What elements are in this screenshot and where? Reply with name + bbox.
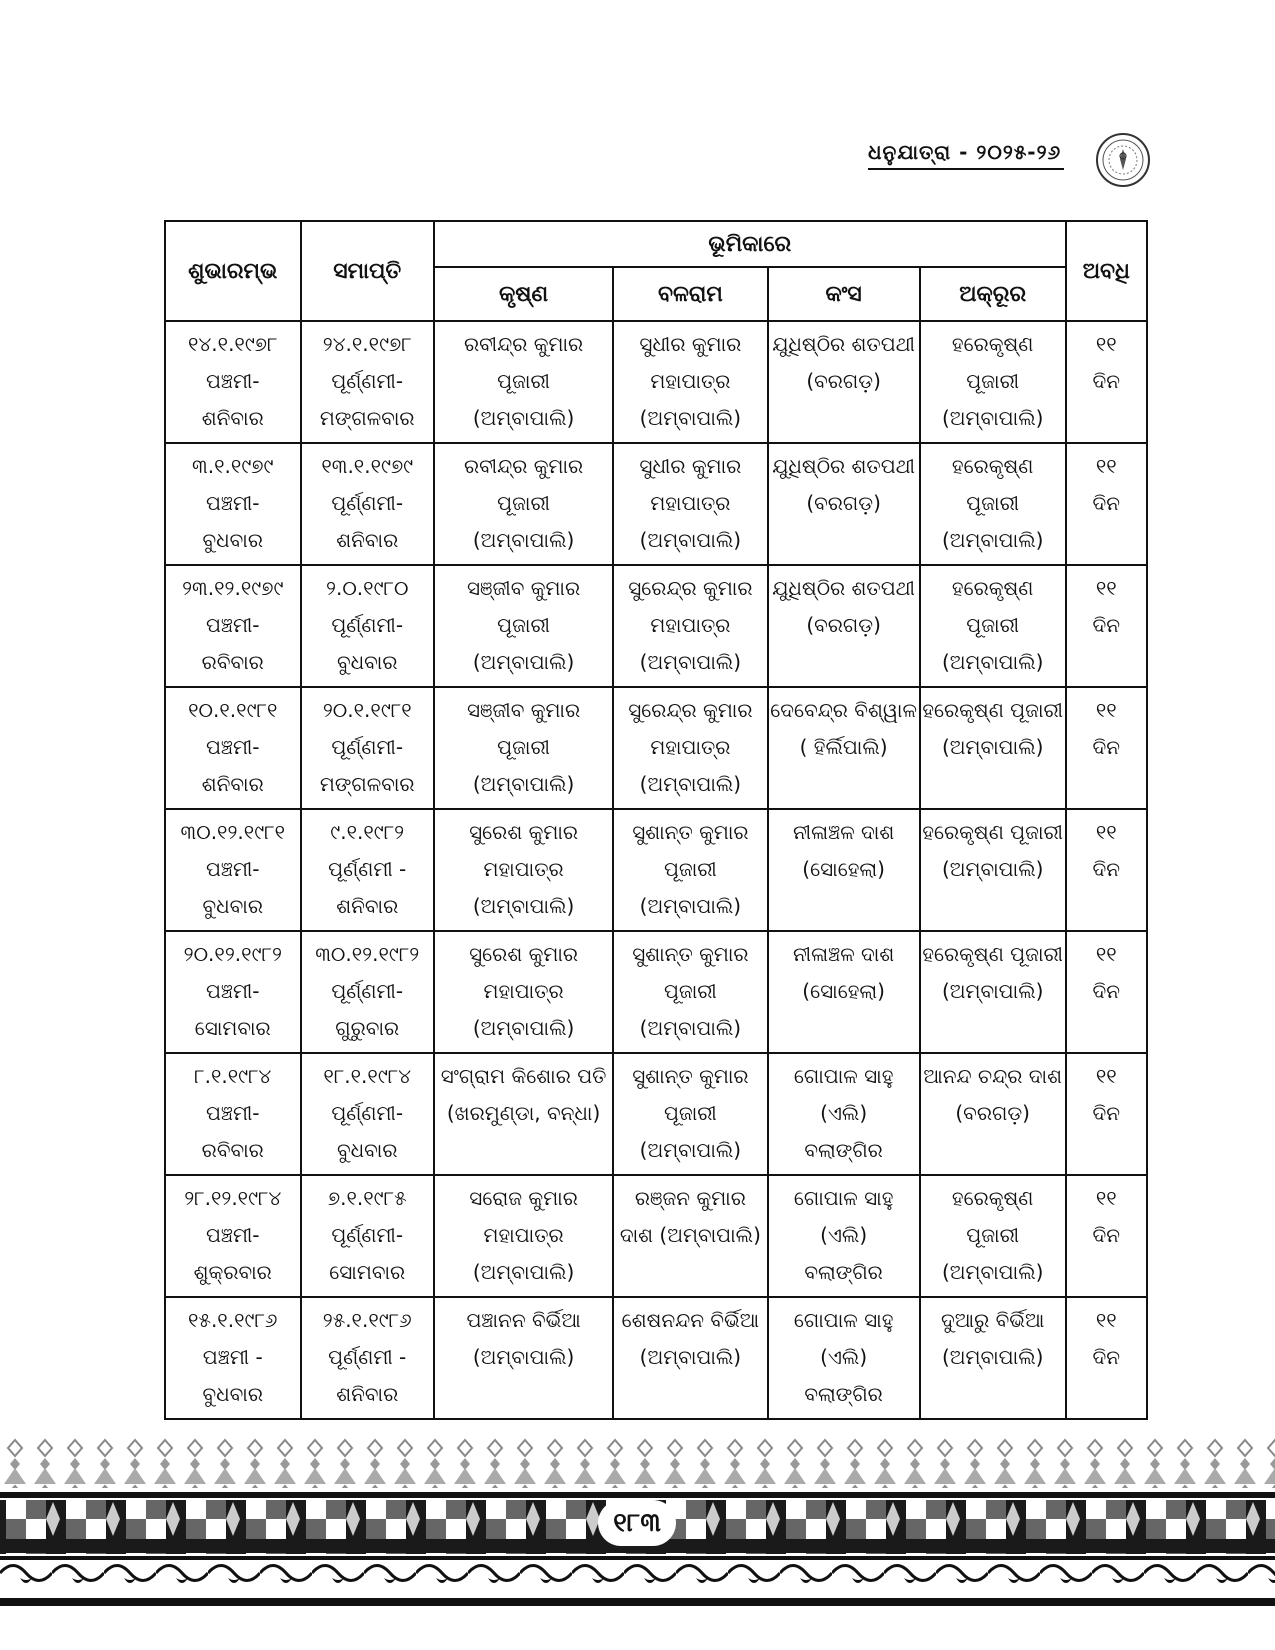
cell-line: ପଞ୍ଚମୀ- [205, 1223, 260, 1247]
cell-line: ମଙ୍ଗଳବାର [319, 772, 415, 796]
cell-line: ପୂର୍ଣ୍ଣମୀ- [331, 491, 404, 515]
column-header-duration: ଅବଧି [1066, 221, 1147, 321]
cell-line: ଗୋପାଳ ସାହୁ [793, 1186, 894, 1210]
cell-line: ବଲାଙ୍ଗିର [804, 1382, 883, 1406]
cell-line: ପୂଜାରୀ [966, 613, 1020, 637]
cell-line: (ଅମ୍ବାପାଲି) [472, 650, 575, 674]
cell-line: ପଞ୍ଚାନନ ବିର୍ଭିଆ [466, 1308, 581, 1332]
table-row [165, 931, 1147, 1053]
cell-line: ହରେକୃଷ୍ଣ ପୂଜାରୀ [922, 820, 1064, 844]
cell-line: ପୂର୍ଣ୍ଣମୀ- [331, 979, 404, 1003]
cell-line: ପଞ୍ଚମୀ- [205, 735, 260, 759]
cell-line: ୨.୦.୧୯୮୦ [326, 576, 409, 600]
cell-line: (ଏଲି) [820, 1101, 868, 1125]
column-header-end: ସମାପ୍ତି [301, 221, 434, 321]
cell-line: ବୁଧବାର [336, 1138, 398, 1162]
cell-line: ଶନିବାର [336, 1382, 399, 1406]
cell-line: ବୁଧବାର [202, 1382, 264, 1406]
cell-line: ମହାପାତ୍ର [650, 735, 731, 759]
cell-line: (ଅମ୍ବାପାଲି) [639, 772, 742, 796]
cell-line: (ଅମ୍ବାପାଲି) [941, 735, 1044, 759]
cell-line: (ବରଗଡ଼) [806, 369, 881, 393]
cell-akrura [920, 565, 1066, 687]
cell-line: ମହାପାତ୍ର [483, 979, 564, 1003]
cell-line: ଦିନ [1092, 1345, 1121, 1369]
cell-line: (ଅମ୍ବାପାଲି) [639, 528, 742, 552]
cell-line: ଦିନ [1092, 491, 1121, 515]
cell-line: ହରେକୃଷ୍ଣ [951, 1186, 1034, 1210]
cell-krishna [434, 565, 613, 687]
page-number: ୧୮୩ [598, 1500, 676, 1546]
cell-balaram [613, 809, 767, 931]
cell-start [165, 809, 301, 931]
cell-line: (ବରଗଡ଼) [955, 1101, 1030, 1125]
cell-balaram [613, 687, 767, 809]
column-header-balaram: ବଳରାମ [613, 267, 767, 321]
cell-line: ଗୋପାଳ ସାହୁ [793, 1308, 894, 1332]
cell-line: ପୂଜାରୀ [966, 369, 1020, 393]
cell-line: ପଞ୍ଚମୀ- [205, 1101, 260, 1125]
cell-start [165, 565, 301, 687]
cell-line: ଦାଶ (ଅମ୍ବାପାଲି) [619, 1223, 761, 1247]
cell-krishna [434, 1297, 613, 1419]
cell-line: ପଞ୍ଚମୀ- [205, 979, 260, 1003]
cell-line: ୧୮.୧.୧୯୮୪ [323, 1064, 412, 1088]
cell-line: ପଞ୍ଚମୀ- [205, 613, 260, 637]
cell-kansa [768, 1053, 920, 1175]
cell-line: (ସୋହେଲା) [802, 979, 885, 1003]
cell-line: ସୋମବାର [329, 1260, 406, 1284]
cell-line: ହରେକୃଷ୍ଣ ପୂଜାରୀ [922, 698, 1064, 722]
cell-line: ସୁରେନ୍ଦ୍ର କୁମାର [628, 576, 753, 600]
cell-end [301, 1053, 434, 1175]
cell-line: ୯.୧.୧୯୮୨ [330, 820, 405, 844]
cell-line: ୧୩.୧.୧୯୭୯ [321, 454, 414, 478]
running-title: ଧନୁଯାତ୍ରା - ୨୦୨୫-୨୬ [868, 140, 1062, 164]
cell-line: ପୂଜାରୀ [663, 857, 717, 881]
cell-start [165, 1297, 301, 1419]
cell-krishna [434, 687, 613, 809]
cell-start [165, 1175, 301, 1297]
cell-end [301, 809, 434, 931]
column-header-kansa: କଂସ [768, 267, 920, 321]
cell-line: ୩.୧.୧୯୭୯ [192, 454, 274, 478]
cell-line: ୩୦.୧୨.୧୯୮୧ [180, 820, 286, 844]
cell-line: ୨୩.୧୨.୧୯୭୯ [182, 576, 284, 600]
cell-line: ପୂଜାରୀ [966, 1223, 1020, 1247]
cell-akrura [920, 687, 1066, 809]
cell-krishna [434, 321, 613, 443]
cell-line: ରଞ୍ଜନ କୁମାର [634, 1186, 746, 1210]
cell-line: ହରେକୃଷ୍ଣ [951, 454, 1034, 478]
cell-line: ୧୪.୧.୧୯୭୮ [188, 332, 278, 356]
cell-line: ପଞ୍ଚମୀ- [205, 491, 260, 515]
cell-krishna [434, 931, 613, 1053]
cell-line: ଦିନ [1092, 979, 1121, 1003]
cell-line: ୧୧ [1095, 454, 1117, 478]
cell-line: ପୂର୍ଣ୍ଣମୀ- [331, 735, 404, 759]
cell-line: ହରେକୃଷ୍ଣ [951, 576, 1034, 600]
cell-line: ରବୀନ୍ଦ୍ର କୁମାର [463, 454, 584, 478]
cell-line: ପୂର୍ଣ୍ଣମୀ- [331, 369, 404, 393]
cell-line: ୩୦.୧୨.୧୯୮୨ [315, 942, 420, 966]
cell-duration [1066, 687, 1147, 809]
cell-start [165, 443, 301, 565]
cell-line: ୧୫.୧.୧୯୮୬ [188, 1308, 278, 1332]
cell-line: ସୁଧୀର କୁମାର [639, 454, 742, 478]
cell-kansa [768, 321, 920, 443]
column-header-akrura: ଅକ୍ରୂର [920, 267, 1066, 321]
cell-line: (ଅମ୍ବାପାଲି) [941, 406, 1044, 430]
cell-line: ପଞ୍ଚମୀ- [205, 857, 260, 881]
table-row [165, 1053, 1147, 1175]
cell-akrura [920, 809, 1066, 931]
cell-line: ୨୪.୧.୧୯୭୮ [322, 332, 412, 356]
table-row [165, 809, 1147, 931]
cell-line: ଦୁଆରୁ ବିର୍ଭିଆ [940, 1308, 1045, 1332]
cell-line: ନୀଳାଞ୍ଚଳ ଦାଶ [793, 942, 895, 966]
cell-balaram [613, 443, 767, 565]
cell-line: ୨୫.୧.୧୯୮୬ [322, 1308, 412, 1332]
cell-duration [1066, 321, 1147, 443]
cell-duration [1066, 1053, 1147, 1175]
cell-line: ପୂଜାରୀ [663, 979, 717, 1003]
cell-line: ରବିବାର [201, 1138, 264, 1162]
cell-balaram [613, 1053, 767, 1175]
cell-line: ୨୦.୧.୧୯୮୧ [322, 698, 412, 722]
table-row [165, 1297, 1147, 1419]
cell-akrura [920, 1175, 1066, 1297]
cell-line: ଶନିବାର [201, 772, 264, 796]
cell-balaram [613, 931, 767, 1053]
cell-line: ଶନିବାର [201, 406, 264, 430]
cell-duration [1066, 809, 1147, 931]
cell-krishna [434, 1175, 613, 1297]
cell-line: (ଅମ୍ବାପାଲି) [472, 1345, 575, 1369]
cell-line: ଦିନ [1092, 1223, 1121, 1247]
cell-line: (ଅମ୍ବାପାଲି) [639, 1138, 742, 1162]
cell-line: ପୂଜାରୀ [663, 1101, 717, 1125]
cell-line: ସୁଶାନ୍ତ କୁମାର [632, 1064, 749, 1088]
cell-duration [1066, 1175, 1147, 1297]
cell-start [165, 1053, 301, 1175]
cell-line: ୧୧ [1095, 942, 1117, 966]
cell-line: (ଅମ୍ବାପାଲି) [472, 1016, 575, 1040]
column-header-roles: ଭୂମିକାରେ [434, 221, 1066, 267]
cell-line: ନୀଳାଞ୍ଚଳ ଦାଶ [793, 820, 895, 844]
cell-line: ସଞ୍ଜୀବ କୁମାର [467, 576, 581, 600]
cell-akrura [920, 1297, 1066, 1419]
cell-balaram [613, 1175, 767, 1297]
cell-line: (ଅମ୍ବାପାଲି) [639, 1345, 742, 1369]
cell-line: ପୂଜାରୀ [497, 369, 551, 393]
cell-line: (ଅମ୍ବାପାଲି) [639, 1016, 742, 1040]
cell-line: (ଅମ୍ବାପାଲି) [941, 857, 1044, 881]
cell-line: (ସୋହେଲା) [802, 857, 885, 881]
cell-start [165, 321, 301, 443]
cell-line: ବୁଧବାର [336, 650, 398, 674]
cell-line: ୭.୧.୧୯୮୫ [327, 1186, 407, 1210]
cell-line: (ଅମ୍ବାପାଲି) [639, 650, 742, 674]
cell-kansa [768, 443, 920, 565]
cell-line: ସଞ୍ଜୀବ କୁମାର [467, 698, 581, 722]
cell-line: ୧୧ [1095, 698, 1117, 722]
cell-line: ରବିବାର [201, 650, 264, 674]
cell-akrura [920, 931, 1066, 1053]
cell-line: (ଅମ୍ବାପାଲି) [941, 528, 1044, 552]
cell-kansa [768, 1297, 920, 1419]
cell-duration [1066, 931, 1147, 1053]
cell-line: ମହାପାତ୍ର [483, 857, 564, 881]
cell-line: (ବରଗଡ଼) [806, 613, 881, 637]
cell-akrura [920, 321, 1066, 443]
cell-line: ମହାପାତ୍ର [650, 491, 731, 515]
table-row [165, 443, 1147, 565]
cell-line: ରବୀନ୍ଦ୍ର କୁମାର [463, 332, 584, 356]
column-header-krishna: କୃଷ୍ଣ [434, 267, 613, 321]
cell-balaram [613, 1297, 767, 1419]
cell-line: ପୂଜାରୀ [497, 491, 551, 515]
cell-line: ମହାପାତ୍ର (ଅମ୍ବାପାଲି) [472, 1223, 575, 1284]
cell-line: ୧୦.୧.୧୯୮୧ [188, 698, 278, 722]
cell-line: ୨୦.୧୨.୧୯୮୨ [183, 942, 282, 966]
cell-line: ସଂଗ୍ରାମ କିଶୋର ପତି [440, 1064, 607, 1088]
running-head [860, 136, 1080, 176]
table-row [165, 321, 1147, 443]
cell-line: ସୁଶାନ୍ତ କୁମାର [632, 820, 749, 844]
cell-kansa [768, 809, 920, 931]
cell-akrura [920, 443, 1066, 565]
cell-line: ପୂର୍ଣ୍ଣମୀ- [331, 613, 404, 637]
schedule-rows [165, 321, 1147, 1419]
cell-line: ପୂର୍ଣ୍ଣମୀ - [328, 857, 407, 881]
cell-line: ପୂଜାରୀ [497, 613, 551, 637]
cell-end [301, 931, 434, 1053]
cell-end [301, 1297, 434, 1419]
cell-line: ଦେବେନ୍ଦ୍ର ବିଶ୍ୱାଳ [770, 698, 917, 722]
cell-end [301, 1175, 434, 1297]
cell-line: ଶନିବାର [336, 894, 399, 918]
cell-line: ମହାପାତ୍ର [650, 369, 731, 393]
cell-balaram [613, 321, 767, 443]
cell-end [301, 687, 434, 809]
cell-line: ସୁରେଶ କୁମାର [469, 942, 579, 966]
cell-line: ବଲାଙ୍ଗିର [804, 1260, 883, 1284]
cell-line: ଦିନ [1092, 369, 1121, 393]
cell-line: ୧୧ [1095, 820, 1117, 844]
cell-line: ୧୧ [1095, 576, 1117, 600]
cell-line: ୨୮.୧୨.୧୯୮୪ [184, 1186, 282, 1210]
cell-line: ବୁଧବାର [202, 528, 264, 552]
cell-line: (ଅମ୍ବାପାଲି) [472, 406, 575, 430]
cell-line: ଯୁଧିଷ୍ଠିର ଶତପଥୀ [772, 576, 915, 600]
cell-line: ସୁରେଶ କୁମାର [469, 820, 579, 844]
cell-end [301, 321, 434, 443]
cell-duration [1066, 1297, 1147, 1419]
cell-line: ପୂଜାରୀ [966, 491, 1020, 515]
cell-line: ଦିନ [1092, 1101, 1121, 1125]
cell-duration [1066, 565, 1147, 687]
cell-line: (ଅମ୍ବାପାଲି) [639, 894, 742, 918]
cell-line: (ଅମ୍ବାପାଲି) [639, 406, 742, 430]
cell-kansa [768, 687, 920, 809]
cell-line: ଶେଷନନ୍ଦନ ବିର୍ଭିଆ [621, 1308, 760, 1332]
cell-line: (ଅମ୍ବାପାଲି) [941, 979, 1044, 1003]
cell-krishna [434, 443, 613, 565]
cell-line: ପୂର୍ଣ୍ଣମୀ- [331, 1223, 404, 1247]
dhanuyatra-schedule-table [164, 220, 1148, 1420]
cell-line: (ଅମ୍ବାପାଲି) [941, 650, 1044, 674]
cell-line: ୧୧ [1095, 1186, 1117, 1210]
cell-line: ୧୧ [1095, 332, 1117, 356]
cell-kansa [768, 1175, 920, 1297]
cell-line: ଗୋପାଳ ସାହୁ [793, 1064, 894, 1088]
cell-start [165, 931, 301, 1053]
cell-start [165, 687, 301, 809]
cell-line: ସୁଧୀର କୁମାର [639, 332, 742, 356]
cell-line: ପୂଜାରୀ [497, 735, 551, 759]
cell-line: (ଅମ୍ବାପାଲି) [472, 528, 575, 552]
cell-line: ଗୁରୁବାର [335, 1016, 400, 1040]
table-row [165, 1175, 1147, 1297]
cell-krishna [434, 1053, 613, 1175]
cell-line: ବଲାଙ୍ଗିର [804, 1138, 883, 1162]
organization-seal-icon [1095, 132, 1151, 188]
cell-line: ଦିନ [1092, 857, 1121, 881]
cell-balaram [613, 565, 767, 687]
cell-line: ହରେକୃଷ୍ଣ ପୂଜାରୀ [922, 942, 1064, 966]
column-header-start: ଶୁଭାରମ୍ଭ [165, 221, 301, 321]
cell-line: ଦିନ [1092, 613, 1121, 637]
cell-kansa [768, 565, 920, 687]
cell-end [301, 443, 434, 565]
cell-end [301, 565, 434, 687]
cell-line: ବୁଧବାର [202, 894, 264, 918]
running-title-underline [868, 168, 1064, 170]
cell-krishna [434, 809, 613, 931]
cell-line: ଯୁଧିଷ୍ଠିର ଶତପଥୀ [772, 332, 915, 356]
cell-line: (ଏଲି) [820, 1223, 868, 1247]
cell-line: ୮.୧.୧୯୮୪ [194, 1064, 272, 1088]
cell-line: ସରୋଜ କୁମାର [469, 1186, 578, 1210]
cell-line: ୧୧ [1095, 1064, 1117, 1088]
cell-kansa [768, 931, 920, 1053]
cell-line: ଶନିବାର [336, 528, 399, 552]
cell-line: ସୋମବାର [194, 1016, 271, 1040]
cell-line: ମଙ୍ଗଳବାର [319, 406, 415, 430]
cell-line: (ଅମ୍ବାପାଲି) [941, 1345, 1044, 1369]
cell-line: ମହାପାତ୍ର [650, 613, 731, 637]
cell-line: ପୂର୍ଣ୍ଣମୀ- [331, 1101, 404, 1125]
cell-duration [1066, 443, 1147, 565]
cell-line: ଦିନ [1092, 735, 1121, 759]
cell-line: (ଅମ୍ବାପାଲି) [472, 772, 575, 796]
cell-line: ପଞ୍ଚମୀ- [205, 369, 260, 393]
cell-akrura [920, 1053, 1066, 1175]
cell-line: ସୁଶାନ୍ତ କୁମାର [632, 942, 749, 966]
cell-line: ଯୁଧିଷ୍ଠିର ଶତପଥୀ [772, 454, 915, 478]
table-row [165, 687, 1147, 809]
cell-line: (ଏଲି) [820, 1345, 868, 1369]
table-row [165, 565, 1147, 687]
cell-line: ଶୁକ୍ରବାର [193, 1260, 272, 1284]
cell-line: ଆନନ୍ଦ ଚନ୍ଦ୍ର ଦାଶ [923, 1064, 1062, 1088]
cell-line: (ଅମ୍ବାପାଲି) [941, 1260, 1044, 1284]
cell-line: ପୂର୍ଣ୍ଣମୀ - [328, 1345, 407, 1369]
cell-line: ହରେକୃଷ୍ଣ [951, 332, 1034, 356]
cell-line: (ଖରମୁଣ୍ଡା, ବନ୍ଧା) [446, 1101, 601, 1125]
cell-line: ( ହିର୍ଲିପାଲି) [799, 735, 888, 759]
cell-line: ୧୧ [1095, 1308, 1117, 1332]
cell-line: ପଞ୍ଚମୀ - [202, 1345, 263, 1369]
cell-line: (ବରଗଡ଼) [806, 491, 881, 515]
cell-line: ସୁରେନ୍ଦ୍ର କୁମାର [628, 698, 753, 722]
cell-line: (ଅମ୍ବାପାଲି) [472, 894, 575, 918]
